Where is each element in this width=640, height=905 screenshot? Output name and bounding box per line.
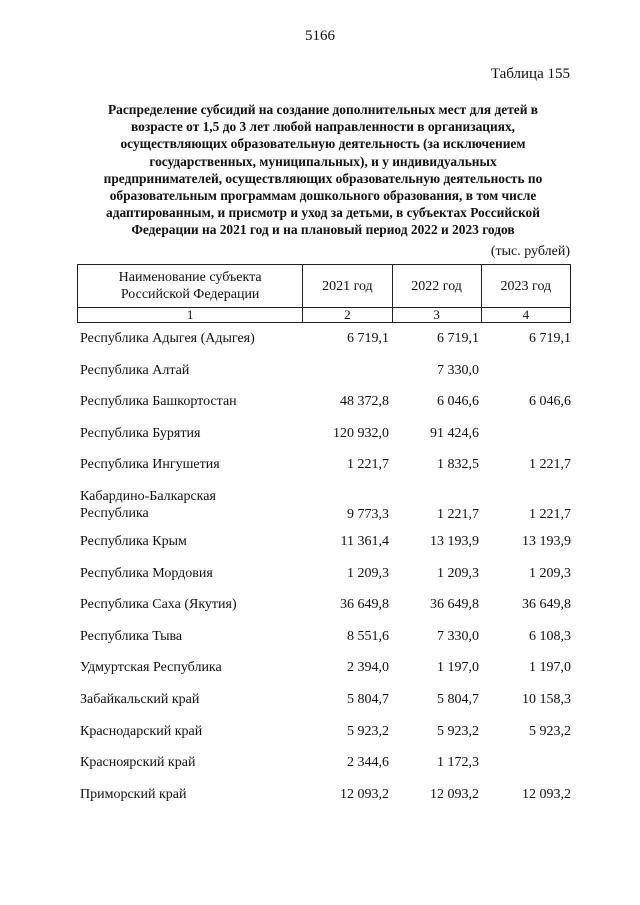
header-subject-line1: Наименование субъекта (118, 270, 262, 285)
table-row (77, 330, 571, 362)
column-number: 1 (78, 308, 303, 323)
table-body (77, 330, 571, 817)
value-2023: 10 158,3 (522, 691, 571, 707)
table-label: Таблица 155 (490, 66, 570, 82)
unit-label: (тыс. рублей) (490, 244, 570, 259)
column-number: 4 (481, 308, 570, 323)
subject-name (80, 488, 300, 522)
value-2022: 12 093,2 (430, 786, 479, 802)
subject-name: Республика Адыгея (Адыгея) (80, 331, 255, 346)
subject-name: Краснодарский край (80, 723, 203, 739)
title-line: Федерации на 2021 год и на плановый период 2022 и 2023 годов (131, 222, 515, 238)
value-2023: 6 108,3 (529, 628, 571, 644)
value-2022: 1 209,3 (437, 565, 479, 581)
value-2023: 6 046,6 (529, 394, 571, 410)
subject-name: Забайкальский край (80, 691, 200, 707)
value-2023: 1 209,3 (529, 565, 571, 581)
value-2021: 11 361,4 (340, 533, 389, 549)
table-row (77, 425, 571, 457)
table-row (77, 488, 571, 533)
table-header (77, 264, 571, 323)
page-number: 5166 (305, 28, 335, 44)
subject-name: Республика Алтай (80, 362, 190, 378)
value-2021: 2 344,6 (347, 755, 389, 771)
title-line: образовательным программам дошкольного образования, в том числе (109, 188, 537, 204)
table-row (77, 659, 571, 691)
title-line: государственных, муниципальных), и у индивидуальных (149, 153, 497, 169)
value-2022: 7 330,0 (437, 362, 479, 378)
column-number: 3 (392, 308, 481, 323)
value-2023: 1 197,0 (529, 660, 571, 676)
value-2022: 5 923,2 (437, 723, 479, 739)
table-title (78, 101, 568, 239)
title-line: Распределение субсидий на создание дополнительных мест для детей в (107, 102, 539, 117)
table-row (77, 786, 571, 818)
value-2023: 1 221,7 (529, 506, 571, 522)
value-2021: 12 093,2 (340, 786, 389, 802)
subject-name: Республика Мордовия (80, 565, 213, 581)
value-2022: 6 046,6 (437, 394, 479, 410)
table-row (77, 362, 571, 394)
subject-name: Удмуртская Республика (80, 660, 222, 676)
title-line: возрасте от 1,5 до 3 лет любой направленности в организациях, (131, 119, 515, 135)
value-2022: 1 221,7 (437, 506, 479, 522)
header-subject-line2: Российской Федерации (120, 287, 260, 302)
value-2021: 5 923,2 (347, 723, 389, 739)
value-2022: 5 804,7 (437, 691, 479, 707)
header-2023: 2023 год (481, 265, 570, 308)
value-2021: 48 372,8 (340, 394, 389, 410)
value-2021: 120 932,0 (333, 425, 389, 441)
subject-name: Красноярский край (80, 755, 196, 771)
value-2021: 36 649,8 (340, 597, 389, 613)
subject-name: Приморский край (80, 786, 187, 802)
value-2023: 13 193,9 (522, 533, 571, 549)
subject-name: Республика Тыва (80, 628, 183, 644)
table-row (77, 533, 571, 565)
table-row (77, 723, 571, 755)
value-2021: 1 221,7 (347, 457, 389, 473)
column-number: 2 (303, 308, 392, 323)
table-row (77, 393, 571, 425)
value-2022: 6 719,1 (437, 331, 479, 346)
value-2023: 6 719,1 (529, 331, 571, 346)
title-line: адаптированным, и присмотр и уход за детьми, в субъектах Российской (106, 205, 540, 221)
table-row (77, 754, 571, 786)
value-2023: 36 649,8 (522, 597, 571, 613)
value-2023: 5 923,2 (529, 723, 571, 739)
value-2022: 1 197,0 (437, 660, 479, 676)
value-2022: 1 172,3 (437, 755, 479, 771)
value-2022: 7 330,0 (437, 628, 479, 644)
value-2021: 1 209,3 (347, 565, 389, 581)
subject-name-line2: Республика (80, 505, 149, 521)
value-2023: 1 221,7 (529, 457, 571, 473)
value-2022: 13 193,9 (430, 533, 479, 549)
value-2023: 12 093,2 (522, 786, 571, 802)
subject-name: Республика Бурятия (80, 425, 201, 441)
subject-name: Республика Крым (80, 533, 187, 549)
value-2021: 5 804,7 (347, 691, 389, 707)
table-row (77, 691, 571, 723)
table-row (77, 628, 571, 660)
header-2021: 2021 год (303, 265, 392, 308)
title-line: предпринимателей, осуществляющих образовательную деятельность по (103, 170, 543, 186)
value-2022: 36 649,8 (430, 597, 479, 613)
header-2022: 2022 год (392, 265, 481, 308)
value-2021: 8 551,6 (347, 628, 389, 644)
value-2021: 9 773,3 (347, 506, 389, 522)
value-2022: 1 832,5 (437, 457, 479, 473)
subject-name: Республика Башкортостан (80, 394, 237, 410)
value-2022: 91 424,6 (430, 425, 479, 441)
table-row (77, 596, 571, 628)
table-row (77, 456, 571, 488)
subject-name: Республика Ингушетия (80, 457, 220, 473)
value-2021: 2 394,0 (347, 660, 389, 676)
title-line: осуществляющих образовательную деятельность (за исключением (120, 136, 526, 152)
subject-name: Республика Саха (Якутия) (80, 597, 237, 613)
subject-name-line1: Кабардино-Балкарская (80, 488, 216, 504)
value-2021: 6 719,1 (347, 331, 389, 346)
table-row (77, 565, 571, 597)
header-subject (78, 265, 303, 308)
